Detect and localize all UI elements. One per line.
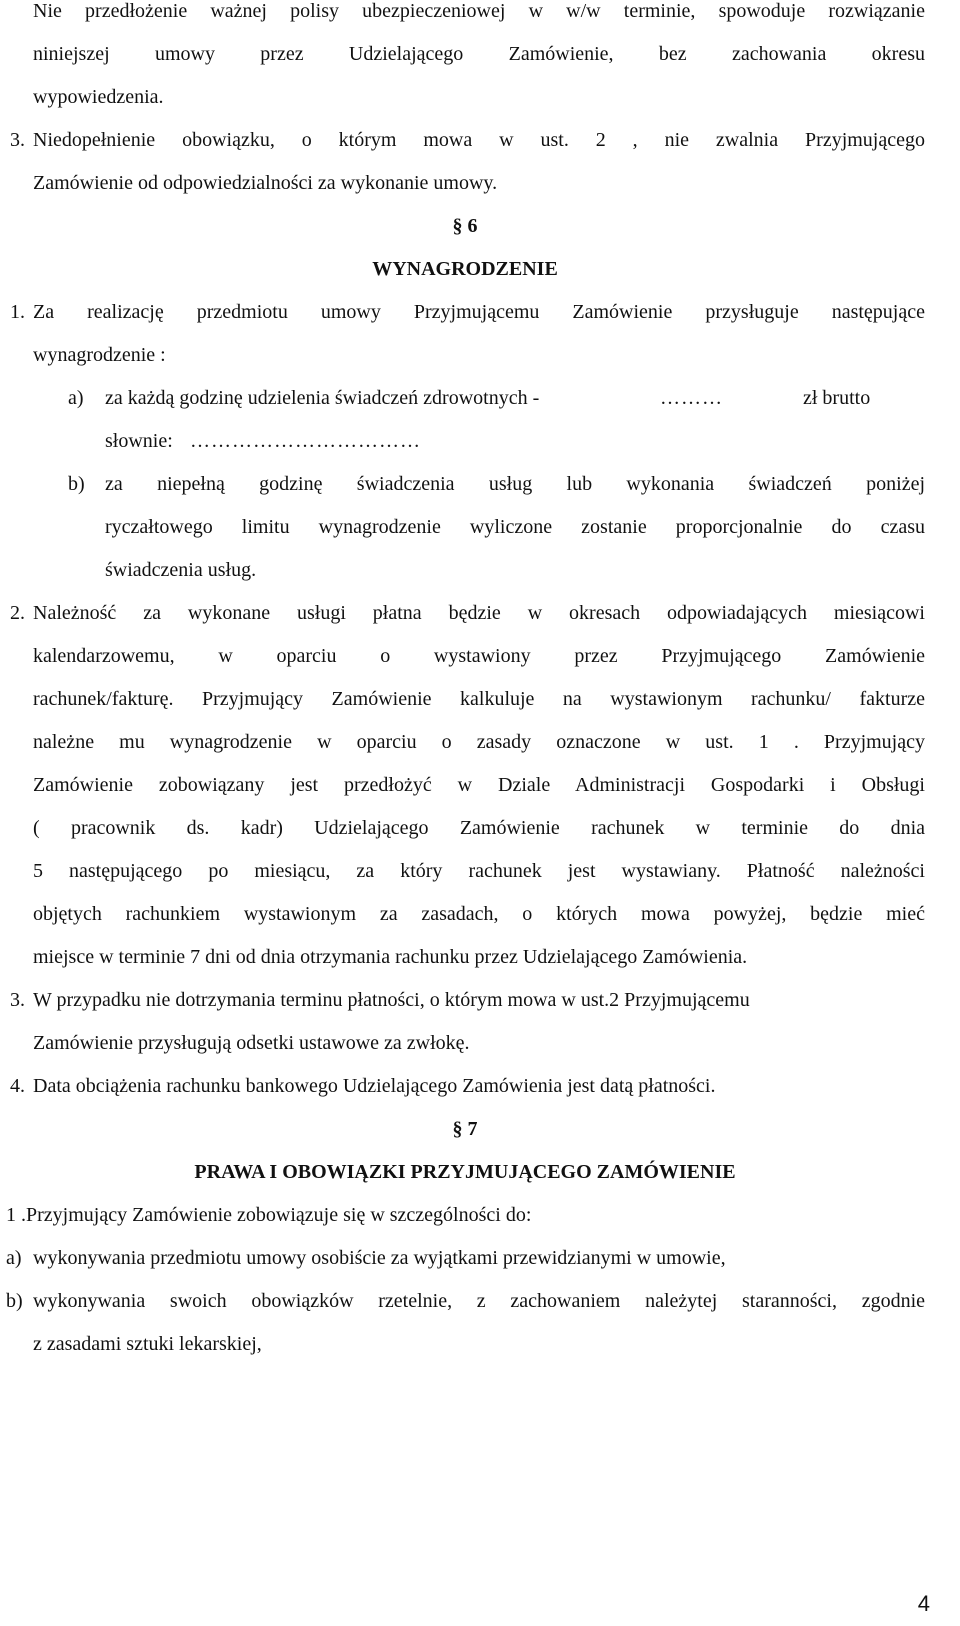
paragraph-number: 4. xyxy=(10,1075,25,1097)
text-line: za każdą godzinę udzielenia świadczeń zdrowotnych - xyxy=(105,387,540,409)
text-line: Za realizację przedmiotu umowy Przyjmującemu Zamówienie przysługuje następujące xyxy=(33,301,925,323)
text-line: należne mu wynagrodzenie w oparciu o zasady oznaczone w ust. 1 . Przyjmujący xyxy=(33,731,925,753)
list-label: a) xyxy=(68,387,84,409)
text-line: wypowiedzenia. xyxy=(33,86,164,108)
text-line: Nie przedłożenie ważnej polisy ubezpieczeniowej w w/w terminie, spowoduje rozwiązanie xyxy=(33,0,925,22)
text-line: wykonywania swoich obowiązków rzetelnie, z zachowaniem należytej staranności, zgodnie xyxy=(33,1290,925,1312)
text-line: Zamówienie od odpowiedzialności za wykonanie umowy. xyxy=(33,172,498,194)
blank-amount: ……… xyxy=(660,387,723,409)
text-line: 1 .Przyjmujący Zamówienie zobowiązuje się w szczególności do: xyxy=(6,1204,532,1226)
text-line: miejsce w terminie 7 dni od dnia otrzymania rachunku przez Udzielającego Zamówienia. xyxy=(33,946,748,968)
blank-words: …………………………… xyxy=(190,430,421,452)
section-title: WYNAGRODZENIE xyxy=(372,258,558,280)
text-line: wynagrodzenie : xyxy=(33,344,166,366)
text-line: rachunek/fakturę. Przyjmujący Zamówienie kalkuluje na wystawionym rachunku/ fakturze xyxy=(33,688,925,710)
text-line: objętych rachunkiem wystawionym za zasadach, o których mowa powyżej, będzie mieć xyxy=(33,903,925,925)
paragraph-number: 3. xyxy=(10,129,25,151)
text-line: Należność za wykonane usługi płatna będzie w okresach odpowiadających miesiącowi xyxy=(33,602,925,624)
text-line: Zamówienie zobowiązany jest przedłożyć w Dziale Administracji Gospodarki i Obsługi xyxy=(33,774,925,796)
text-line: Data obciążenia rachunku bankowego Udzielającego Zamówienia jest datą płatności. xyxy=(33,1075,716,1097)
text-line: z zasadami sztuki lekarskiej, xyxy=(33,1333,262,1355)
list-label: b) xyxy=(68,473,85,495)
section-number: § 6 xyxy=(452,215,478,237)
paragraph-number: 1. xyxy=(10,301,25,323)
text-line: świadczenia usług. xyxy=(105,559,257,581)
text-line: ( pracownik ds. kadr) Udzielającego Zamówienie rachunek w terminie do dnia xyxy=(33,817,925,839)
paragraph-number: 2. xyxy=(10,602,25,624)
text-line: Niedopełnienie obowiązku, o którym mowa w ust. 2 , nie zwalnia Przyjmującego xyxy=(33,129,925,151)
list-label: b) xyxy=(6,1290,23,1312)
text-line: słownie: xyxy=(105,430,173,452)
text-line: Zamówienie przysługują odsetki ustawowe za zwłokę. xyxy=(33,1032,470,1054)
text-line: ryczałtowego limitu wynagrodzenie wyliczone zostanie proporcjonalnie do czasu xyxy=(105,516,925,538)
text-line: kalendarzowemu, w oparciu o wystawiony przez Przyjmującego Zamówienie xyxy=(33,645,925,667)
text-line: niniejszej umowy przez Udzielającego Zamówienie, bez zachowania okresu xyxy=(33,43,925,65)
text-line: 5 następującego po miesiącu, za który rachunek jest wystawiany. Płatność należności xyxy=(33,860,925,882)
section-number: § 7 xyxy=(452,1118,478,1140)
paragraph-number: 3. xyxy=(10,989,25,1011)
text-line: W przypadku nie dotrzymania terminu płatności, o którym mowa w ust.2 Przyjmującemu xyxy=(33,989,750,1011)
page-number: 4 xyxy=(917,1591,930,1616)
text-line: wykonywania przedmiotu umowy osobiście za wyjątkami przewidzianymi w umowie, xyxy=(33,1247,726,1269)
text-line: za niepełną godzinę świadczenia usług lub wykonania świadczeń poniżej xyxy=(105,473,925,495)
list-label: a) xyxy=(6,1247,22,1269)
currency-unit: zł brutto xyxy=(803,387,871,409)
section-title: PRAWA I OBOWIĄZKI PRZYJMUJĄCEGO ZAMÓWIENIE xyxy=(194,1161,736,1183)
